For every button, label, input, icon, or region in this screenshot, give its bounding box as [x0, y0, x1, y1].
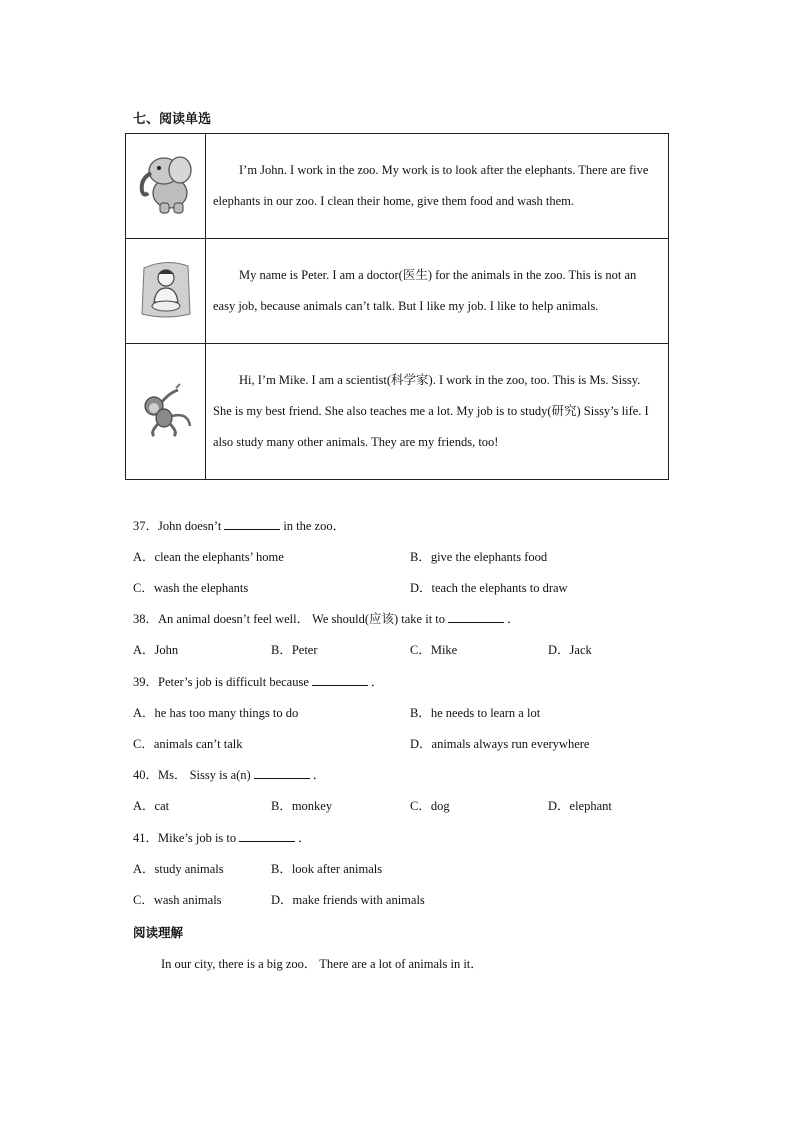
- section-title: 七、阅读单选: [133, 112, 212, 127]
- option-39-c: C．animals can’t talk: [133, 737, 243, 751]
- option-38-b: B．Peter: [271, 643, 318, 657]
- option-38-d: D．Jack: [548, 643, 592, 657]
- option-40-b: B．monkey: [271, 799, 333, 813]
- question-stem: 37．John doesn’t: [133, 519, 222, 533]
- passage-row: [126, 239, 669, 344]
- passage-picture: [126, 134, 206, 239]
- question-stem: 38．An animal doesn’t feel well． We should(应该) take it to: [133, 612, 446, 626]
- option-39-b: B．he needs to learn a lot: [410, 706, 541, 720]
- answer-blank: [254, 767, 310, 779]
- elephant-icon: [134, 149, 198, 219]
- question-38: [133, 611, 520, 627]
- passage-row: [126, 344, 669, 480]
- doctor-icon: [138, 258, 194, 320]
- question-stem: 40．Ms． Sissy is a(n): [133, 768, 251, 782]
- passage-text: [206, 134, 669, 239]
- option-37-c: C．wash the elephants: [133, 581, 249, 595]
- question-stem-end: in the zoo．: [283, 519, 346, 533]
- answer-blank: [448, 611, 504, 623]
- passage-text-content: My name is Peter. I am a doctor(医生) for the animals in the zoo. This is not an easy job, because animals can’t talk. But I like my job. I like to help animals.: [213, 268, 637, 313]
- option-41-c: C．wash animals: [133, 893, 222, 907]
- passage-text: [206, 344, 669, 480]
- question-stem-end: ．: [507, 612, 520, 626]
- answer-blank: [312, 674, 368, 686]
- passage-picture: [126, 344, 206, 480]
- option-41-a: A．study animals: [133, 862, 224, 876]
- question-stem-end: ．: [370, 675, 384, 689]
- monkey-icon: [136, 382, 196, 438]
- option-39-d: D．animals always run everywhere: [410, 737, 590, 751]
- passage-text-content: Hi, I’m Mike. I am a scientist(科学家). I work in the zoo, too. This is Ms. Sissy. She is my best friend. She also teaches me a lot. My job is to study(研究) Sissy’s life. I also study many other animals. They are my friends, too!: [213, 373, 649, 449]
- option-38-a: A．John: [133, 643, 179, 657]
- option-37-a: A．clean the elephants’ home: [133, 550, 284, 564]
- question-39: [133, 674, 383, 690]
- answer-blank: [239, 830, 295, 842]
- question-37: [133, 518, 345, 534]
- passage-picture: [126, 239, 206, 344]
- option-41-b: B．look after animals: [271, 862, 383, 876]
- option-37-b: B．give the elephants food: [410, 550, 548, 564]
- option-37-d: D．teach the elephants to draw: [410, 581, 568, 595]
- passage-text-content: I’m John. I work in the zoo. My work is to look after the elephants. There are five elephants in our zoo. I clean their home, give them food and wash them.: [213, 163, 649, 208]
- passage-table: [125, 133, 669, 480]
- passage-row: [126, 134, 669, 239]
- reading-paragraph: In our city, there is a big zoo． There are a lot of animals in it．: [161, 957, 483, 971]
- option-39-a: A．he has too many things to do: [133, 706, 299, 720]
- question-stem: 41．Mike’s job is to: [133, 831, 237, 845]
- option-40-c: C．dog: [410, 799, 450, 813]
- question-stem: 39．Peter’s job is difficult because: [133, 675, 309, 689]
- option-41-d: D．make friends with animals: [271, 893, 425, 907]
- option-40-d: D．elephant: [548, 799, 612, 813]
- reading-title: 阅读理解: [133, 925, 184, 940]
- question-stem-end: ．: [298, 831, 311, 845]
- option-38-c: C．Mike: [410, 643, 458, 657]
- passage-text: [206, 239, 669, 344]
- question-stem-end: ．: [312, 768, 326, 782]
- option-40-a: A．cat: [133, 799, 170, 813]
- answer-blank: [224, 518, 280, 530]
- question-40: [133, 767, 325, 783]
- question-41: [133, 830, 311, 846]
